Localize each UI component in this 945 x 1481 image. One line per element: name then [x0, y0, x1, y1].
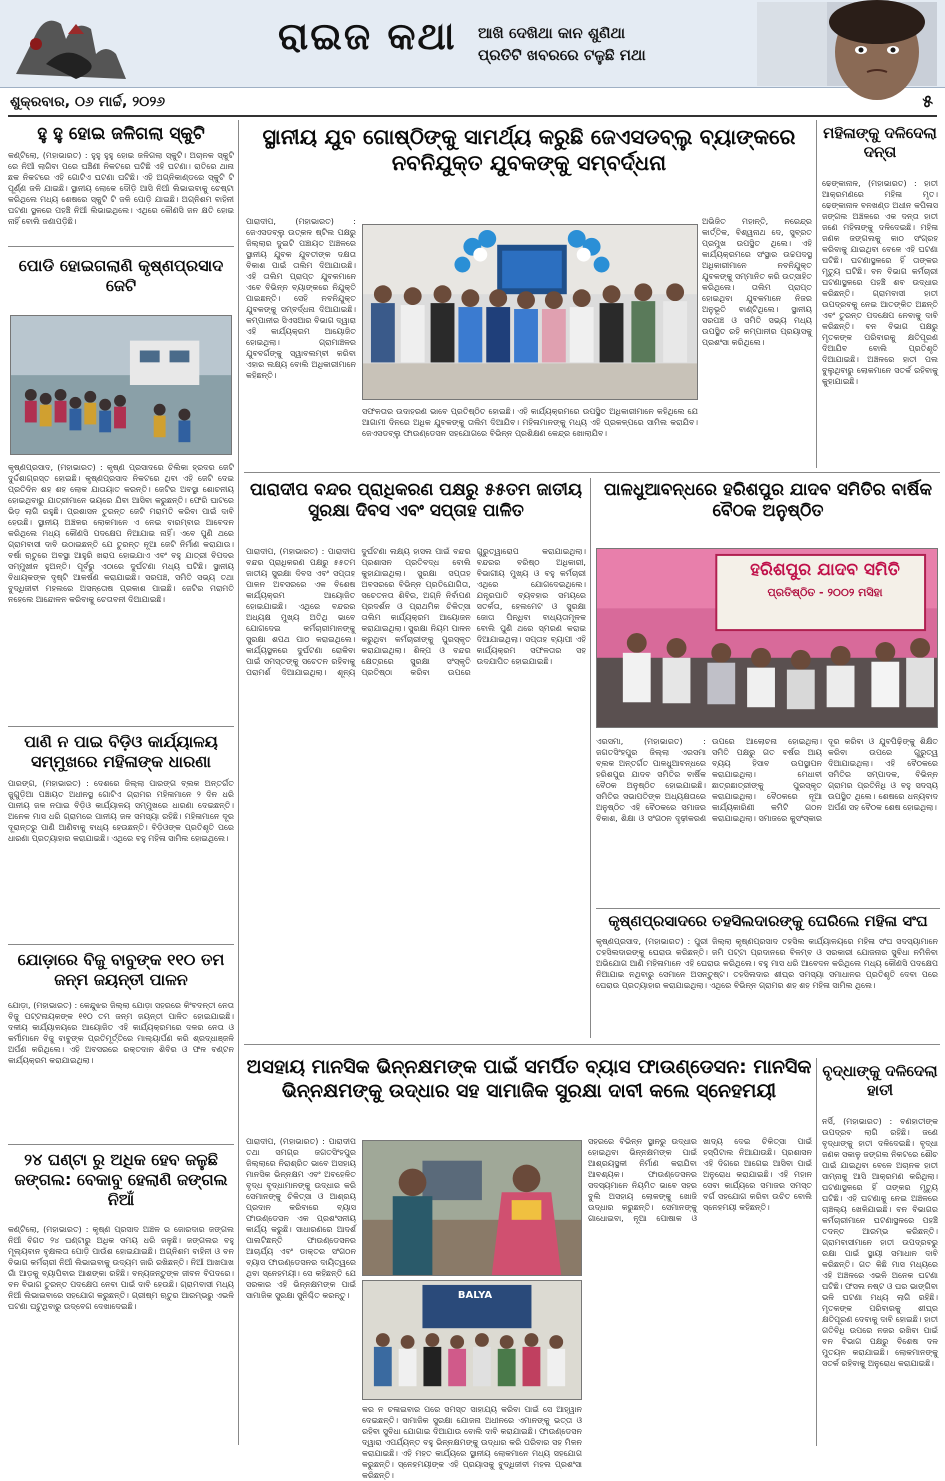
banner-yadav-samiti: ହରିଶପୁର ଯାଦବ ସମିତି: [750, 560, 900, 580]
body-pani: ପାରଙ୍ଗ, (ମହାଭାରତ) : ଦେଶରେ ଜିଲ୍ଲା ପାରଙ୍ଗ ବ୍ଲକ ଅନ୍ତର୍ଗତ ଜୁଗୁଡ଼ିଆ ପଞ୍ଚାୟତ ଅଧୀନସ୍ଥ ଗୋଟିଏ ଗ୍ରାମର ମହିଳାମାନେ ୨ ଦିନ ଧରି ପାନୀୟ ଜଳ ନପାଇ ବିଡ଼ିଓ କାର୍ଯ୍ୟାଳୟ ସମ୍ମୁଖରେ ଧାରଣା ଦେଇଛନ୍ତି। ଅନେକ ମାସ ଧରି ଗ୍ରାମରେ ପାନୀୟ ଜଳ ସମସ୍ୟା ରହିଛି। ମହିଳାମାନେ ଦୂର ଦୂରାନ୍ତରୁ ପାଣି ଆଣିବାକୁ ବାଧ୍ୟ ହେଉଛନ୍ତି। ବିଡ଼ିଓଙ୍କ ପ୍ରତିଶୃତି ପରେ ଧାରଣା ପ୍ରତ୍ୟାହାର କରାଯାଇଛି। ଏଥିରେ ବହୁ ମହିଳା ସାମିଲ ହୋଇଥିଲେ।: [8, 779, 234, 843]
rule: [244, 1044, 940, 1045]
column-rule-1: [238, 120, 239, 1445]
headline-mahila: ମହିଳାଙ୍କୁ ଦଳିଦେଲା ଦନ୍ତା: [823, 124, 937, 161]
body-jeysd-right: ଅଭିଜିତ ମହାନ୍ତି, ନରେନ୍ଦ୍ର କାର୍ତ୍ତିକ, ବିଶ୍ୱନାଥ ଦେ, ସୁବ୍ରତ ପ୍ରମୁଖ ଉପସ୍ଥିତ ଥିଲେ। ଏହି କାର୍ଯ୍ୟକ୍ରମରେ ସଂସ୍ଥାର ଉଚ୍ଚପଦସ୍ଥ ଅଧିକାରୀମାନେ ନବନିଯୁକ୍ତ ଯୁବକଙ୍କୁ ସମ୍ମାନିତ କରି ଉତ୍ସାହିତ କରିଥିଲେ। ତାଲିମ ପ୍ରାପ୍ତ ହୋଇଥିବା ଯୁବକମାନେ ନିଜର ଅନୁଭୂତି ବାଣ୍ଟିଥିଲେ। ସ୍ଥାନୀୟ ସରପଞ୍ଚ ଓ ସମିତି ସଭ୍ୟ ମଧ୍ୟ ଉପସ୍ଥିତ ରହି କମ୍ପାନୀର ପ୍ରୟାସକୁ ପ୍ରଶଂସା କରିଥିଲେ।: [702, 217, 812, 347]
column-rule-2: [816, 120, 817, 468]
body-mahila: ଢେଙ୍କାନାଳ, (ମହାଭାରତ) : ହାତୀ ଆକ୍ରମଣରେ ମହିଳା ମୃତ। ଢେଙ୍କାନାଳ ବନଖଣ୍ଡ ଅଧୀନ କପିଳାସ ଜଙ୍ଗଲ ଅଞ୍ଚଳରେ ଏକ ଦନ୍ତା ହାତୀ ଜଣେ ମହିଳାଙ୍କୁ ଦଳିଦେଇଛି। ମହିଳା ଜଣକ ଜଙ୍ଗଲକୁ କାଠ ସଂଗ୍ରହ କରିବାକୁ ଯାଇଥିବା ବେଳେ ଏହି ଘଟଣା ଘଟିଛି। ଘଟଣାସ୍ଥଳରେ ହିଁ ତାଙ୍କର ମୃତ୍ୟୁ ଘଟିଛି। ବନ ବିଭାଗ କର୍ମଚାରୀ ଘଟଣାସ୍ଥଳରେ ପହଞ୍ଚି ଶବ ଉଦ୍ଧାର କରିଛନ୍ତି। ଗ୍ରାମବାସୀ ହାତୀ ଉପଦ୍ରବକୁ ନେଇ ଆତଙ୍କିତ ଅଛନ୍ତି ଏବଂ ତୁରନ୍ତ ପଦକ୍ଷେପ ନେବାକୁ ଦାବି କରିଛନ୍ତି। ବନ ବିଭାଗ ପକ୍ଷରୁ ମୃତକଙ୍କ ପରିବାରକୁ କ୍ଷତିପୂରଣ ଦିଆଯିବ ବୋଲି ପ୍ରତିଶୃତି ଦିଆଯାଇଛି। ଅଞ୍ଚଳରେ ହାତୀ ପଲ ବୁଲୁଥିବାରୁ ଲୋକମାନେ ସତର୍କ ରହିବାକୁ କୁହାଯାଇଛି।: [822, 179, 938, 386]
headline-paradip: ପାରାଦୀପ ବନ୍ଦର ପ୍ରାଧିକରଣ ପକ୍ଷରୁ ୫୫ତମ ଜାତୀୟ ସୁରକ୍ଷା ଦିବସ ଏବଂ ସପ୍ତାହ ପାଳିତ: [249, 480, 583, 522]
body-junglee: କଣ୍ଟିଲୋ, (ମହାଭାରତ) : କୃଷ୍ଣ ପ୍ରସାଦ ଅଞ୍ଚଳ ର ଜୋରଦାର ଜଙ୍ଗଲ ନିଆଁ ବିଗତ ୨୪ ଘଣ୍ଟାରୁ ଅଧିକ ସମୟ ଧରି ଜଳୁଛି। ଜଙ୍ଗଲର ବହୁ ମୂଲ୍ୟବାନ ବୃକ୍ଷଲତା ପୋଡ଼ି ପାଉଁଶ ହୋଇଯାଇଛି। ଅଗ୍ନିଶମ ବାହିନୀ ଓ ବନ ବିଭାଗ କର୍ମଚାରୀ ନିଆଁ ଲିଭାଇବାକୁ ଉଦ୍ୟମ ଜାରି ରଖିଛନ୍ତି। ନିଆଁ ଆଖପାଖ ଗାଁ ଆଡ଼କୁ ବ୍ୟାପିବାର ଆଶଙ୍କା ରହିଛି। ବନ୍ୟଜନ୍ତୁଙ୍କ ଜୀବନ ବିପଦରେ। ବନ ବିଭାଗ ତୁରନ୍ତ ପଦକ୍ଷେପ ନେବା ପାଇଁ ଦାବି ହେଉଛି। ଗ୍ରାମବାସୀ ମଧ୍ୟ ନିଆଁ ଲିଭାଇବାରେ ସହଯୋଗ କରୁଛନ୍ତି। ଗ୍ରୀଷ୍ମ ଋତୁର ଆରମ୍ଭରୁ ଏଭଳି ଘଟଣା ଘଟୁଥିବାରୁ ଉଦ୍ବେଗ ଦେଖାଦେଇଛି।: [8, 1225, 234, 1311]
body-biju: ଯୋଡ଼ା, (ମହାଭାରତ) : କେନ୍ଦୁଝର ଜିଲ୍ଲା ଯୋଡ଼ା ସହରରେ କିଂବଦନ୍ତୀ ନେତା ବିଜୁ ପଟ୍ଟନାୟକଙ୍କ ୧୧୦ ତମ ଜନ୍ମ ଜୟନ୍ତୀ ପାଳିତ ହୋଇଯାଇଛି। ଦଳୀୟ କାର୍ଯ୍ୟାଳୟରେ ଆୟୋଜିତ ଏହି କାର୍ଯ୍ୟକ୍ରମରେ ଦଳର ନେତା ଓ କର୍ମୀମାନେ ବିଜୁ ବାବୁଙ୍କ ପ୍ରତିମୂର୍ତ୍ତିରେ ମାଲ୍ୟାର୍ପଣ କରି ଶ୍ରଦ୍ଧାଞ୍ଜଳି ଅର୍ପଣ କରିଥିଲେ। ଏହି ଅବସରରେ ରକ୍ତଦାନ ଶିବିର ଓ ଫଳ ବଣ୍ଟନ କାର୍ଯ୍ୟକ୍ରମ କରାଯାଇଥିଲା।: [8, 1001, 234, 1065]
rule: [596, 908, 940, 909]
headline-biju: ଯୋଡ଼ାରେ ବିଜୁ ବାବୁଙ୍କ ୧୧୦ ତମ ଜନ୍ମ ଜୟନ୍ତୀ ପାଳନ: [17, 950, 225, 989]
headline-bruddha: ବୃଦ୍ଧାଙ୍କୁ ଦଳିଦେଲା ହାତୀ: [822, 1062, 938, 1099]
rule: [244, 472, 940, 473]
body-jadav: ଏରସମା, (ମହାଭାରତ) : ଜଗତସିଂହପୁର ଜିଲ୍ଲା ଏରସମା ବ୍ଲକ ଅନ୍ତର୍ଗତ ପାଳଧୁଆବନ୍ଧରେ ହରିଶପୁର ଯାଦବ ସମିତିର ବାର୍ଷିକ ବୈଠକ ଅନୁଷ୍ଠିତ ହୋଇଯାଇଛି। ସମିତିର ସଭାପତିଙ୍କ ଅଧ୍ୟକ୍ଷତାରେ ଅନୁଷ୍ଠିତ ଏହି ବୈଠକରେ ସମାଜର ବିକାଶ, ଶିକ୍ଷା ଓ ସଂଗଠନ ଦୃଢ଼ୀକରଣ ଉପରେ ଆଲୋଚନା ହୋଇଥିଲା। ସମିତି ପକ୍ଷରୁ ଗତ ବର୍ଷର ଆୟ ବ୍ୟୟ ହିସାବ ଉପସ୍ଥାପନ କରାଯାଇଥିଲା। ମେଧାବୀ ଛାତ୍ରଛାତ୍ରୀଙ୍କୁ ପୁରସ୍କୃତ କରାଯାଇଥିଲା। ବୈଠକରେ ନୂଆ କାର୍ଯ୍ୟକାରିଣୀ କମିଟି ଗଠନ କରାଯାଇଥିଲା। ସମାଜରେ କୁସଂସ୍କାର ଦୂର କରିବା ଓ ଯୁବପିଢ଼ିଙ୍କୁ ଶିକ୍ଷିତ କରିବା ଉପରେ ଗୁରୁତ୍ୱ ଦିଆଯାଇଥିଲା। ଏହି ବୈଠକରେ ସମିତିର ସମ୍ପାଦକ, ବିଭିନ୍ନ ଗ୍ରାମର ପ୍ରତିନିଧି ଓ ବହୁ ସଦସ୍ୟ ଉପସ୍ଥିତ ଥିଲେ। ଶେଷରେ ଧନ୍ୟବାଦ ଅର୍ପଣ ସହ ବୈଠକ ଶେଷ ହୋଇଥିଲା।: [596, 737, 938, 823]
page-number: ୫: [922, 92, 933, 112]
body-jeysd-under-photo: ସଫଳତାର ଉଦାହରଣ ଭାବେ ପ୍ରତିଷ୍ଠିତ ହୋଇଛି। ଏହି କାର୍ଯ୍ୟକ୍ରମରେ ଉପସ୍ଥିତ ଅଧିକାରୀମାନେ କହିଥିଲେ ଯେ ଆଗାମୀ ଦିନରେ ଅଧିକ ଯୁବକଙ୍କୁ ତାଲିମ ଦିଆଯିବ। ମହିଳାମାନଙ୍କୁ ମଧ୍ୟ ଏହି ପ୍ରକଳ୍ପରେ ସାମିଲ କରାଯିବ। ଜେଏସଡବ୍ଲୁ ଫାଉଣ୍ଡେସନ ସହଯୋଗରେ ବିଭିନ୍ନ ପ୍ରଶିକ୍ଷଣ କେନ୍ଦ୍ର ଖୋଲାଯିବ।: [362, 407, 698, 438]
masthead: [0, 0, 945, 88]
headline-tahasil: କୃଷ୍ଣପ୍ରସାଦରେ ତହସିଲଦାରଙ୍କୁ ଘେରିଲେ ମହିଳା ସଂଘ: [608, 912, 928, 930]
headline-junglee: ୨୪ ଘଣ୍ଟା ରୁ ଅଧିକ ହେବ ଜଳୁଛି ଜଙ୍ଗଲ: ବେକାବୁ ହେଲାଣି ଜଙ୍ଗଲ ନିଆଁ: [14, 1150, 228, 1209]
dateline: ଶୁକ୍ରବାର, ୦୬ ମାର୍ଚ୍ଚ, ୨୦୨୬: [10, 94, 166, 110]
protest-hands-art-icon: [6, 4, 146, 84]
photo-jeysd-group: [362, 224, 698, 400]
body-bruddha: ନର୍ସି, (ମହାଭାରତ) : ବଣହାତୀଙ୍କ ଉପଦ୍ରବ ଲାଗି ରହିଛି। ଜଣେ ବୃଦ୍ଧାଙ୍କୁ ହାତୀ ଦଳିଦେଇଛି। ବୃଦ୍ଧା ଜଣକ ସକାଳୁ ଜଙ୍ଗଲ ନିକଟରେ ଶୌଚ ପାଇଁ ଯାଇଥିବା ବେଳେ ଅଚାନକ ହାତୀ ସାମ୍ନାକୁ ଆସି ଆକ୍ରମଣ କରିଥିଲା। ଘଟଣାସ୍ଥଳରେ ହିଁ ତାଙ୍କର ମୃତ୍ୟୁ ଘଟିଛି। ଏହି ଘଟଣାକୁ ନେଇ ଅଞ୍ଚଳରେ ଚାଞ୍ଚଲ୍ୟ ଖେଳିଯାଇଛି। ବନ ବିଭାଗର କର୍ମଚାରୀମାନେ ଘଟଣାସ୍ଥଳରେ ପହଞ୍ଚି ତଦନ୍ତ ଆରମ୍ଭ କରିଛନ୍ତି। ଗ୍ରାମବାସୀମାନେ ହାତୀ ଉପଦ୍ରବରୁ ରକ୍ଷା ପାଇଁ ସ୍ଥାୟୀ ସମାଧାନ ଦାବି କରିଛନ୍ତି। ଗତ କିଛି ମାସ ମଧ୍ୟରେ ଏହି ଅଞ୍ଚଳରେ ଏଭଳି ଅନେକ ଘଟଣା ଘଟିଛି। ଫସଲ ନଷ୍ଟ ଓ ଘର ଭାଙ୍ଗିବା ଭଳି ଘଟଣା ମଧ୍ୟ ଲାଗି ରହିଛି। ମୃତକଙ୍କ ପରିବାରକୁ ଶୀଘ୍ର କ୍ଷତିପୂରଣ ଦେବାକୁ ଦାବି ହୋଇଛି। ହାତୀ ଗତିବିଧି ଉପରେ ନଜର ରଖିବା ପାଇଁ ବନ ବିଭାଗ ପକ୍ଷରୁ ବିଶେଷ ଦଳ ମୁତୟନ କରାଯାଇଛି। ଲୋକମାନଙ୍କୁ ସତର୍କ ରହିବାକୁ ଅନୁରୋଧ କରାଯାଇଛି।: [822, 1117, 938, 1368]
photo-banner-text: BALYA: [457, 1290, 493, 1301]
body-hu-hu: କଣ୍ଟିଲୋ, (ମହାଭାରତ) : ହୁହୁ ହୁହୁ ହୋଇ ଜଳିଗଲା ସ୍କୁଟି। ଅଚାନକ ସ୍କୁଟି ରେ ନିଆଁ ଲାଗିବା ପରେ ଘଞ୍ଚିଣୀ ନିକଟରେ ଘଟିଛି ଏହି ଘଟଣା। ରାତିରେ ଥାନା ଛକ ନିକଟରେ ଏହି ଗୋଟିଏ ଘଟଣା ଘଟିଛି। ଏହି ଅଗ୍ନିକାଣ୍ଡରେ ସ୍କୁଟି ଟି ପୂର୍ଣ୍ଣ ଜଳି ଯାଇଛି। ସ୍ଥାନୀୟ ଲୋକେ ଦୌଡ଼ି ଆସି ନିଆଁ ଲିଭାଇବାକୁ ଚେଷ୍ଟା କରିଥିଲେ ମଧ୍ୟ ଶେଷରେ ସ୍କୁଟି ଟି ଜଳି ପୋଡ଼ି ଯାଇଛି। ଅଗ୍ନିଶମ ବାହିନୀ ଘଟଣା ସ୍ଥଳରେ ପହଞ୍ଚି ନିଆଁ ଲିଭାଇଥିଲେ। ଏଥିରେ କୌଣସି ଜନ କ୍ଷତି ହୋଇ ନାହିଁ ବୋଲି ଜଣାପଡ଼ିଛି।: [8, 151, 234, 226]
body-paradip: ପାରାଦୀପ, (ମହାଭାରତ) : ପାରାଦୀପ ବନ୍ଦର ପ୍ରାଧିକରଣ ପକ୍ଷରୁ ୫୫ତମ ଜାତୀୟ ସୁରକ୍ଷା ଦିବସ ଏବଂ ସପ୍ତାହ ପାଳନ ଅବସରରେ ଏକ ବିଶେଷ କାର୍ଯ୍ୟକ୍ରମ ଆୟୋଜିତ ହୋଇଯାଇଛି। ଏଥିରେ ବନ୍ଦରର ଅଧ୍ୟକ୍ଷ ମୁଖ୍ୟ ଅତିଥି ଭାବେ ଯୋଗଦେଇ କର୍ମଚାରୀମାନଙ୍କୁ ସୁରକ୍ଷା ଶପଥ ପାଠ କରାଇଥିଲେ। କାର୍ଯ୍ୟସ୍ଥଳରେ ଦୁର୍ଘଟଣା ରୋକିବା ପାଇଁ ସମସ୍ତଙ୍କୁ ସଚେତନ ରହିବାକୁ ପରାମର୍ଶ ଦିଆଯାଇଥିଲା। ଶୂନ୍ୟ ଦୁର୍ଘଟଣା ଲକ୍ଷ୍ୟ ହାସଲ ପାଇଁ ବନ୍ଦର ପ୍ରଶାସନ ପ୍ରତିବଦ୍ଧ ବୋଲି କୁହାଯାଇଥିଲା। ସୁରକ୍ଷା ସପ୍ତାହ ଅବସରରେ ବିଭିନ୍ନ ପ୍ରତିଯୋଗିତା, ସଚେତନତା ଶିବିର, ଅଗ୍ନି ନିର୍ବାପଣ ପ୍ରଦର୍ଶନ ଓ ପ୍ରାଥମିକ ଚିକିତ୍ସା ତାଲିମ କାର୍ଯ୍ୟକ୍ରମ ଆୟୋଜନ କରାଯାଇଥିଲା। ସୁରକ୍ଷା ନିୟମ ପାଳନ କରୁଥିବା କର୍ମଚାରୀଙ୍କୁ ପୁରସ୍କୃତ କରାଯାଇଥିଲା। ଶିଳ୍ପ ଓ ବନ୍ଦର କ୍ଷେତ୍ରରେ ସୁରକ୍ଷା ସଂସ୍କୃତି ପ୍ରତିଷ୍ଠା କରିବା ଉପରେ ଗୁରୁତ୍ୱାରୋପ କରାଯାଇଥିଲା। ବନ୍ଦରର ବରିଷ୍ଠ ଅଧିକାରୀ, ବିଭାଗୀୟ ମୁଖ୍ୟ ଓ ବହୁ କର୍ମଚାରୀ ଏଥିରେ ଯୋଗଦେଇଥିଲେ। ଯନ୍ତ୍ରପାତି ବ୍ୟବହାର ସମୟରେ ସତର୍କତା, ହେଲମେଟ ଓ ସୁରକ୍ଷା ଜୋତା ପିନ୍ଧିବା ବାଧ୍ୟତାମୂଳକ ବୋଲି ପୁଣି ଥରେ ସ୍ମରଣ କରାଇ ଦିଆଯାଇଥିଲା। ସପ୍ତାହ ବ୍ୟାପୀ ଏହି କାର୍ଯ୍ୟକ୍ରମ ସଫଳତାର ସହ ଉଦଯାପିତ ହୋଇଯାଇଛି।: [246, 547, 586, 677]
column-rule-3: [590, 478, 591, 1038]
headline-hu-hu: ହୁ ହୁ ହୋଇ ଜଳିଗଲା ସ୍କୁଟି: [37, 124, 205, 144]
rule: [8, 246, 234, 247]
body-byas-right: ସହରରେ ବିଭିନ୍ନ ସ୍ଥାନରୁ ଉଦ୍ଧାର ହୋଇଥିବା ଭିନ୍ନକ୍ଷମଙ୍କ ପାଇଁ ଆଶ୍ରୟସ୍ଥଳୀ ନିର୍ମାଣ କରାଯିବା ଆବଶ୍ୟକ। ଫାଉଣ୍ଡେସନର ସଦସ୍ୟମାନେ ନିୟମିତ ଭାବେ ସହର ବୁଲି ଅସହାୟ ଲୋକଙ୍କୁ ଖୋଜି ଉଦ୍ଧାର କରୁଛନ୍ତି। ସେମାନଙ୍କୁ ଗାଧୋଇବା, ନୂଆ ପୋଷାକ ଓ ଖାଦ୍ୟ ଦେଇ ଚିକିତ୍ସା ପାଇଁ ହସ୍ପିଟାଲ ନିଆଯାଉଛି। ପ୍ରଶାସନ ଏହି ଦିଗରେ ଆଗେଇ ଆସିବା ପାଇଁ ଅନୁରୋଧ କରାଯାଇଛି। ଏହି ମହାନ ସେବା କାର୍ଯ୍ୟରେ ସମାଜର ସମସ୍ତ ବର୍ଗ ସହଯୋଗ କରିବା ଉଚିତ ବୋଲି ସ୍ନେହମୟୀ କହିଛନ୍ତି।: [588, 1137, 812, 1223]
headline-pani: ପାଣି ନ ପାଇ ବିଡ଼ିଓ କାର୍ଯ୍ୟାଳୟ ସମ୍ମୁଖରେ ମହିଳାଙ୍କ ଧାରଣା: [24, 732, 218, 771]
headline-jadav: ପାଳଧୁଆବନ୍ଧରେ ହରିଶପୁର ଯାଦବ ସମିତିର ବାର୍ଷିକ ବୈଠକ ଅନୁଷ୍ଠିତ: [603, 480, 933, 522]
body-poti: କୃଷ୍ଣପ୍ରସାଦ, (ମହାଭାରତ) : କୃଷ୍ଣ ପ୍ରସାଦରେ ଚିଲିକା ହ୍ରଦର ଜେଟି ଦୁର୍ଦ୍ଦଶାଗ୍ରସ୍ତ ହୋଇଛି। କୃଷ୍ଣପ୍ରସାଦ ନିକଟରେ ଥିବା ଏହି ଜେଟି ଦେଇ ପ୍ରତିଦିନ ଶହ ଶହ ଲୋକ ଯାତାୟାତ କରନ୍ତି। ଜେଟିର ଅବସ୍ଥା ଶୋଚନୀୟ ହୋଇଥିବାରୁ ଯାତ୍ରୀମାନେ ଭୟରେ ଯିବା ଆସିବା କରୁଛନ୍ତି। ଫେରି ଘାଟରେ ଭିଡ଼ ଲାଗି ରହୁଛି। ପ୍ରଶାସନ ତୁରନ୍ତ ଜେଟି ମରାମତି କରିବା ପାଇଁ ଦାବି ହେଉଛି। ସ୍ଥାନୀୟ ଅଞ୍ଚଳର ଲୋକମାନେ ଏ ନେଇ ବାରମ୍ବାର ଆବେଦନ କରିଥିଲେ ମଧ୍ୟ କୌଣସି ପଦକ୍ଷେପ ନିଆଯାଇ ନାହିଁ। ଏବେ ପୁଣି ଥରେ ଗ୍ରାମବାସୀ ଦାବି ଉଠାଇଛନ୍ତି ଯେ ତୁରନ୍ତ ନୂଆ ଜେଟି ନିର୍ମାଣ କରାଯାଉ। ବର୍ଷା ଋତୁରେ ଅବସ୍ଥା ଆହୁରି ଖରାପ ହୋଇଯାଏ ଏବଂ ବହୁ ଯାତ୍ରୀ ବିପଦର ସମ୍ମୁଖୀନ ହୁଅନ୍ତି। ପୂର୍ବରୁ ଏଠାରେ ଦୁର୍ଘଟଣା ମଧ୍ୟ ଘଟିଛି। ସ୍ଥାନୀୟ ବିଧାୟକଙ୍କ ଦୃଷ୍ଟି ଆକର୍ଷଣ କରାଯାଇଛି। ସରପଞ୍ଚ, ସମିତି ସଭ୍ୟ ତଥା ବୁଦ୍ଧିଜୀବୀ ମହଲରେ ଅସନ୍ତୋଷ ପ୍ରକାଶ ପାଇଛି। ଜେଟିର ମରାମତି ନହେଲେ ଆନ୍ଦୋଳନ କରିବାକୁ ଚେତାବନୀ ଦିଆଯାଇଛି।: [8, 463, 234, 604]
rule: [8, 944, 234, 945]
headline-byas: ଅସହାୟ ମାନସିକ ଭିନ୍ନକ୍ଷମଙ୍କ ପାଇଁ ସମର୍ପିତ ବ୍ୟାସ ଫାଉଣ୍ଡେସନ: ମାନସିକ ଭିନ୍ନକ୍ଷମଙ୍କୁ ଉଦ୍ଧାର ସହ ସାମାଜିକ ସୁରକ୍ଷା ଦାବୀ କଲେ ସ୍ନେହମୟୀ: [246, 1056, 812, 1102]
headline-poti: ପୋଡି ହୋଇଗଲାଣି କୃଷ୍ଣପ୍ରସାଦ ଜେଟି: [18, 256, 224, 295]
column-rule-4: [816, 1058, 817, 1446]
child-face-art-icon: [757, 2, 937, 86]
body-tahasil: କୃଷ୍ଣପ୍ରସାଦ, (ମହାଭାରତ) : ପୁରୀ ଜିଲ୍ଲା କୃଷ୍ଣପ୍ରସାଦ ତହସିଲ କାର୍ଯ୍ୟାଳୟରେ ମହିଳା ସଂଘ ସଦସ୍ୟାମାନେ ତହସିଲଦାରଙ୍କୁ ଘେରାଉ କରିଛନ୍ତି। ଜମି ପଟ୍ଟା ପ୍ରଦାନରେ ବିଳମ୍ବ ଓ ସରକାରୀ ଯୋଜନାର ସୁବିଧା ନମିଳିବା ଅଭିଯୋଗ ଆଣି ମହିଳାମାନେ ଏହି ଘେରାଉ କରିଥିଲେ। ବହୁ ମାସ ଧରି ଆବେଦନ କରିଥିଲେ ମଧ୍ୟ କୌଣସି ପଦକ୍ଷେପ ନିଆଯାଇ ନଥିବାରୁ ସେମାନେ ଅସନ୍ତୁଷ୍ଟ। ତହସିଲଦାର ଶୀଘ୍ର ସମସ୍ୟା ସମାଧାନର ପ୍ରତିଶୃତି ଦେବା ପରେ ଘେରାଉ ପ୍ରତ୍ୟାହାର କରାଯାଇଥିଲା। ଏଥିରେ ବିଭିନ୍ନ ଗ୍ରାମର ଶହ ଶହ ମହିଳା ସାମିଲ ଥିଲେ।: [596, 937, 938, 990]
photo-byas-rescue: [362, 1140, 582, 1276]
body-jeysd-left: ପାରାଦୀପ, (ମହାଭାରତ) : ଜେଏସଡବ୍ଲୁ ଉତ୍କଳ ଷ୍ଟିଲ ପକ୍ଷରୁ ଜିଲ୍ଲାର ଦୁଇଟି ପଞ୍ଚାୟତ ଅଞ୍ଚଳରେ ସ୍ଥାନୀୟ ଯୁବକ ଯୁବତୀଙ୍କ ଦକ୍ଷତା ବିକାଶ ପାଇଁ ତାଲିମ ଦିଆଯାଉଛି। ଏହି ତାଲିମ ପ୍ରାପ୍ତ ଯୁବକମାନେ ଏବେ ବିଭିନ୍ନ ବ୍ୟାଙ୍କରେ ନିଯୁକ୍ତି ପାଇଛନ୍ତି। ସେହି ନବନିଯୁକ୍ତ ଯୁବକଙ୍କୁ ସମ୍ବର୍ଦ୍ଧନା ଦିଆଯାଇଛି। କମ୍ପାନୀର ସିଏସଆର ବିଭାଗ ଦ୍ୱାରା ଏହି କାର୍ଯ୍ୟକ୍ରମ ଆୟୋଜିତ ହୋଇଥିଲା। ଗ୍ରାମାଞ୍ଚଳର ଯୁବବର୍ଗଙ୍କୁ ସ୍ୱାବଲମ୍ବୀ କରିବା ଏହାର ଲକ୍ଷ୍ୟ ବୋଲି ଅଧିକାରୀମାନେ କହିଛନ୍ତି।: [246, 217, 356, 380]
photo-jetty: [10, 315, 232, 455]
newspaper-title: ରାଇଜ କଥା: [278, 14, 457, 58]
banner-yadav-established: ପ୍ରତିଷ୍ଠିତ - ୨୦୦୨ ମସିହା: [767, 586, 883, 599]
tagline-2: ପ୍ରତିଟି ଖବରରେ ଟଳୁଛି ମଥା: [478, 46, 646, 64]
rule: [8, 1144, 234, 1145]
body-byas-mid: କର ନ ଚଳାଇବାର ପରେ ସମସ୍ତ ସାହାଯ୍ୟ କରିବା ପାଇଁ ସେ ଆହ୍ୱାନ ଦେଇଛନ୍ତି। ସାମାଜିକ ସୁରକ୍ଷା ଯୋଜନା ଅଧୀନରେ ଏମାନଙ୍କୁ ଭତ୍ତା ଓ ରହିବା ସୁବିଧା ଯୋଗାଇ ଦିଆଯାଉ ବୋଲି ଦାବି କରାଯାଇଛି। ଫାଉଣ୍ଡେସନ ଦ୍ୱାରା ଏପର୍ଯ୍ୟନ୍ତ ବହୁ ଭିନ୍ନକ୍ଷମଙ୍କୁ ଉଦ୍ଧାର କରି ପରିବାର ସହ ମିଳନ କରାଯାଇଛି। ଏହି ମହତ କାର୍ଯ୍ୟରେ ସ୍ଥାନୀୟ ଲୋକମାନେ ମଧ୍ୟ ସହଯୋଗ କରୁଛନ୍ତି। ସ୍ନେହମୟୀଙ୍କ ଏହି ପ୍ରୟାସକୁ ବୁଦ୍ଧିଜୀବୀ ମହଲ ପ୍ରଶଂସା କରିଛନ୍ତି।: [362, 1405, 582, 1480]
header-rule: [8, 115, 937, 117]
body-byas-left: ପାରାଦୀପ, (ମହାଭାରତ) : ପାରାଦୀପ ତଥା ସମଗ୍ର ଜଗତସିଂହପୁର ଜିଲ୍ଲାରେ ନିରାଶ୍ରିତ ଭାବେ ଅସହାୟ ମାନସିକ ଭିନ୍ନକ୍ଷମ ଏବଂ ଅବହେଳିତ ବୃଦ୍ଧ ବୃଦ୍ଧାମାନଙ୍କୁ ଉଦ୍ଧାର କରି ସେମାନଙ୍କୁ ଚିକିତ୍ସା ଓ ଆଶ୍ରୟ ପ୍ରଦାନ କରିବାରେ ବ୍ୟାସ ଫାଉଣ୍ଡେସନ ଏକ ପ୍ରଶଂସନୀୟ କାର୍ଯ୍ୟ କରୁଛି। ସାଧାରଣରେ ଆଦର୍ଶ ପାଲଟିଛନ୍ତି ଫାଉଣ୍ଡେସନର ଆଚାର୍ଯ୍ୟ ଏବଂ ଡାକ୍ତର ସଂଗଠନ ବ୍ୟାସ ଫାଉଣ୍ଡେସନର ଦାୟିତ୍ୱରେ ଥିବା ସ୍ନେହମୟୀ। ସେ କହିଛନ୍ତି ଯେ ସରକାର ଏହି ଭିନ୍ନକ୍ଷମଙ୍କ ପାଇଁ ସାମାଜିକ ସୁରକ୍ଷା ସୁନିଶ୍ଚିତ କରନ୍ତୁ।: [246, 1137, 356, 1300]
rule: [8, 726, 234, 727]
tagline-1: ଆଖି ଦେଖିଥା କାନ ଶୁଣିଥା: [478, 24, 626, 42]
headline-jeysd: ସ୍ଥାନୀୟ ଯୁବ ଗୋଷ୍ଠିଙ୍କୁ ସାମର୍ଥ୍ୟ କରୁଛି ଜେଏସଡବ୍ଲୁ ବ୍ୟାଙ୍କରେ ନବନିଯୁକ୍ତ ଯୁବକଙ୍କୁ ସମ୍ବର୍ଦ୍ଧନା: [262, 125, 796, 176]
